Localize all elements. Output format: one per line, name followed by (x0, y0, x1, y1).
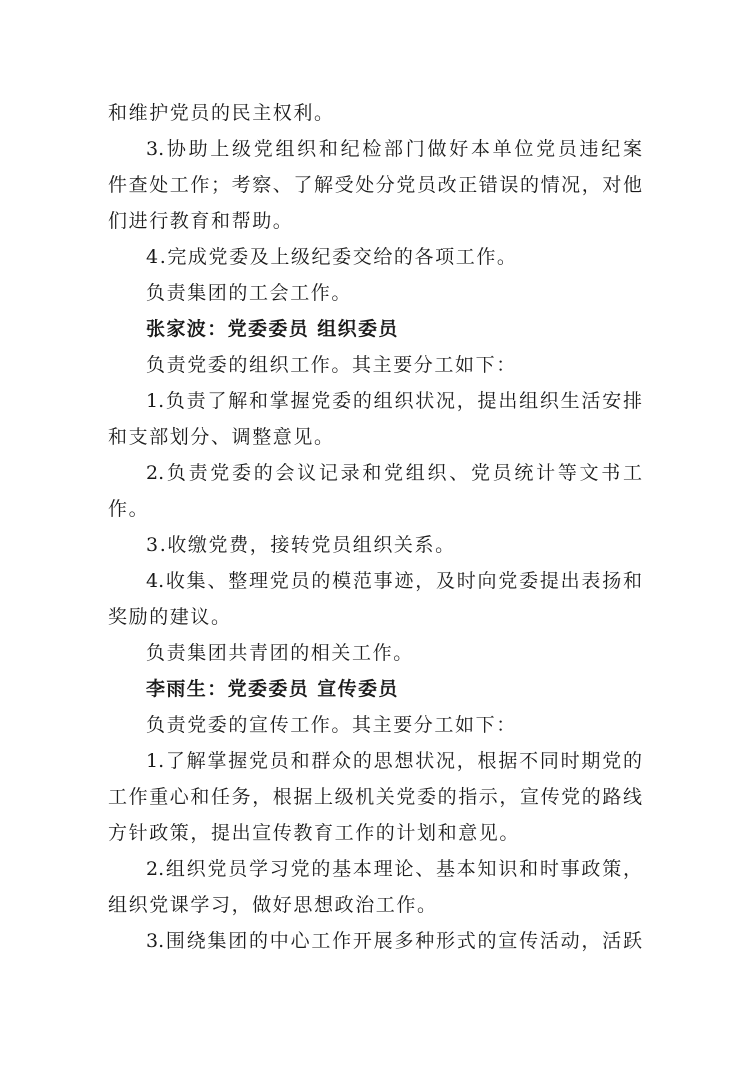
paragraph-line: 负责党委的组织工作。其主要分工如下： (146, 354, 517, 376)
document-body (108, 95, 642, 959)
paragraph-line: 4.完成党委及上级纪委交给的各项工作。 (146, 246, 518, 268)
paragraph-line: 1.负责了解和掌握党委的组织状况，提出组织生活安排 (146, 390, 642, 412)
paragraph-line: 和维护党员的民主权利。 (108, 102, 335, 124)
paragraph-line: 组织党课学习，做好思想政治工作。 (108, 894, 438, 916)
paragraph-line: 们进行教育和帮助。 (108, 210, 294, 232)
paragraph-line: 负责集团的工会工作。 (146, 282, 353, 304)
member-heading: 张家波：党委委员 组织委员 (146, 318, 399, 340)
paragraph-line: 3.协助上级党组织和纪检部门做好本单位党员违纪案 (146, 138, 642, 160)
paragraph-line: 件查处工作；考察、了解受处分党员改正错误的情况，对他 (108, 174, 642, 196)
paragraph-line: 负责党委的宣传工作。其主要分工如下： (146, 714, 517, 736)
paragraph-line: 方针政策，提出宣传教育工作的计划和意见。 (108, 822, 521, 844)
paragraph-line: 负责集团共青团的相关工作。 (146, 642, 414, 664)
paragraph-line: 和支部划分、调整意见。 (108, 426, 335, 448)
paragraph-line: 作。 (108, 498, 150, 520)
paragraph-line: 2.组织党员学习党的基本理论、基本知识和时事政策， (146, 858, 642, 880)
paragraph-line: 1.了解掌握党员和群众的思想状况，根据不同时期党的 (146, 750, 642, 772)
paragraph-line: 工作重心和任务，根据上级机关党委的指示，宣传党的路线 (108, 786, 642, 808)
paragraph-line: 4.收集、整理党员的模范事迹，及时向党委提出表扬和 (146, 570, 642, 592)
paragraph-line: 3.收缴党费，接转党员组织关系。 (146, 534, 456, 556)
paragraph-line: 3.围绕集团的中心工作开展多种形式的宣传活动，活跃 (146, 930, 642, 952)
paragraph-line: 2.负责党委的会议记录和党组织、党员统计等文书工 (146, 462, 642, 484)
member-heading: 李雨生：党委委员 宣传委员 (146, 678, 399, 700)
paragraph-line: 奖励的建议。 (108, 606, 232, 628)
